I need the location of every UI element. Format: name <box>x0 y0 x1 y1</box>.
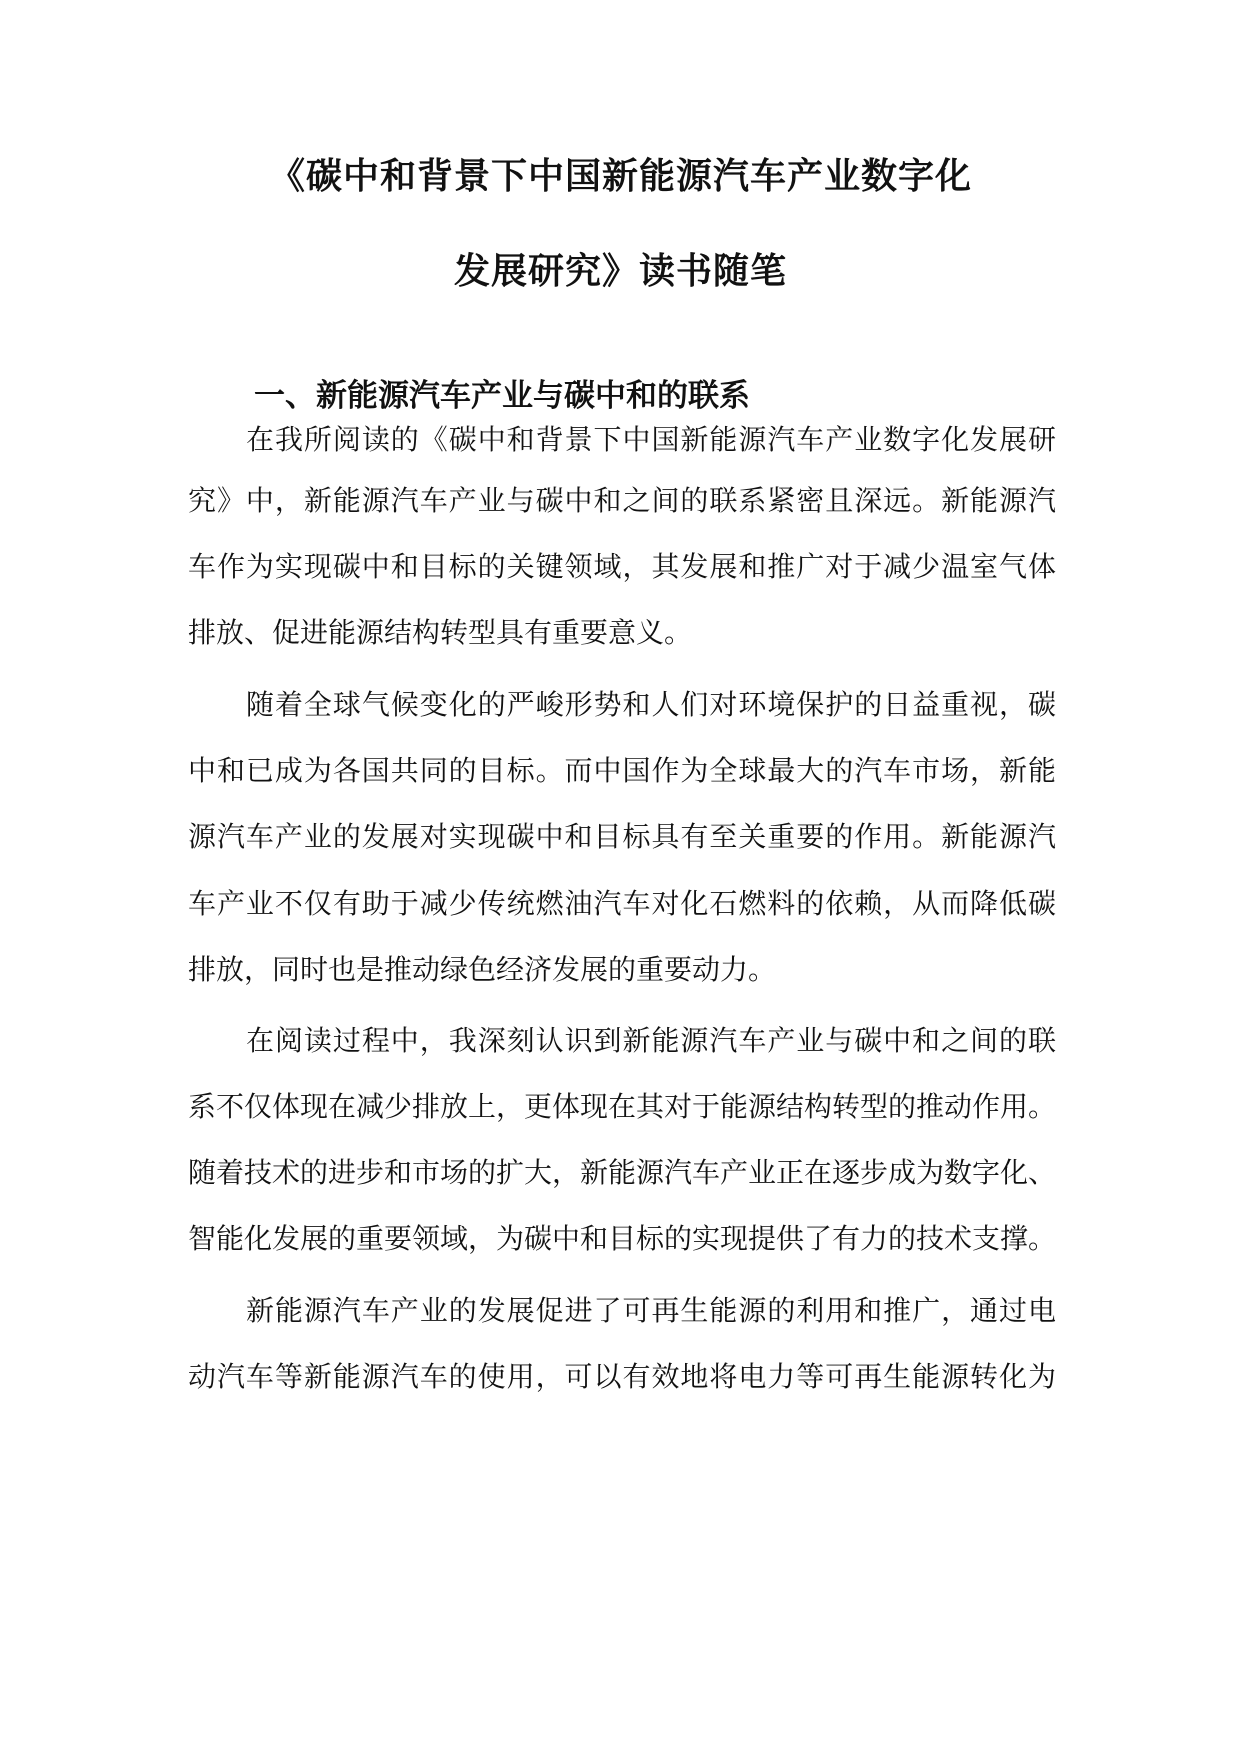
body-line: 在我所阅读的《碳中和背景下中国新能源汽车产业数字化发展研 <box>246 423 1056 456</box>
body-line: 系不仅体现在减少排放上，更体现在其对于能源结构转型的推动作用。 <box>188 1090 1056 1123</box>
body-line: 车作为实现碳中和目标的关键领域，其发展和推广对于减少温室气体 <box>188 550 1056 583</box>
body-line: 动汽车等新能源汽车的使用，可以有效地将电力等可再生能源转化为 <box>188 1360 1056 1393</box>
body-line: 随着全球气候变化的严峻形势和人们对环境保护的日益重视，碳 <box>246 688 1056 721</box>
body-line: 排放，同时也是推动绿色经济发展的重要动力。 <box>188 953 777 986</box>
body-line: 智能化发展的重要领域，为碳中和目标的实现提供了有力的技术支撑。 <box>188 1222 1056 1255</box>
body-line: 在阅读过程中，我深刻认识到新能源汽车产业与碳中和之间的联 <box>246 1024 1056 1057</box>
document-title-line-2: 发展研究》读书随笔 <box>453 251 787 292</box>
body-line: 新能源汽车产业的发展促进了可再生能源的利用和推广，通过电 <box>246 1294 1056 1327</box>
body-line: 车产业不仅有助于减少传统燃油汽车对化石燃料的依赖，从而降低碳 <box>188 887 1056 920</box>
body-line: 究》中，新能源汽车产业与碳中和之间的联系紧密且深远。新能源汽 <box>188 484 1056 517</box>
body-line: 中和已成为各国共同的目标。而中国作为全球最大的汽车市场，新能 <box>188 754 1056 787</box>
body-line: 源汽车产业的发展对实现碳中和目标具有至关重要的作用。新能源汽 <box>188 820 1056 853</box>
section-heading: 一、新能源汽车产业与碳中和的联系 <box>254 378 750 414</box>
body-line: 排放、促进能源结构转型具有重要意义。 <box>188 616 693 649</box>
body-line: 随着技术的进步和市场的扩大，新能源汽车产业正在逐步成为数字化、 <box>188 1156 1056 1189</box>
document-title-line-1: 《碳中和背景下中国新能源汽车产业数字化 <box>268 156 972 197</box>
